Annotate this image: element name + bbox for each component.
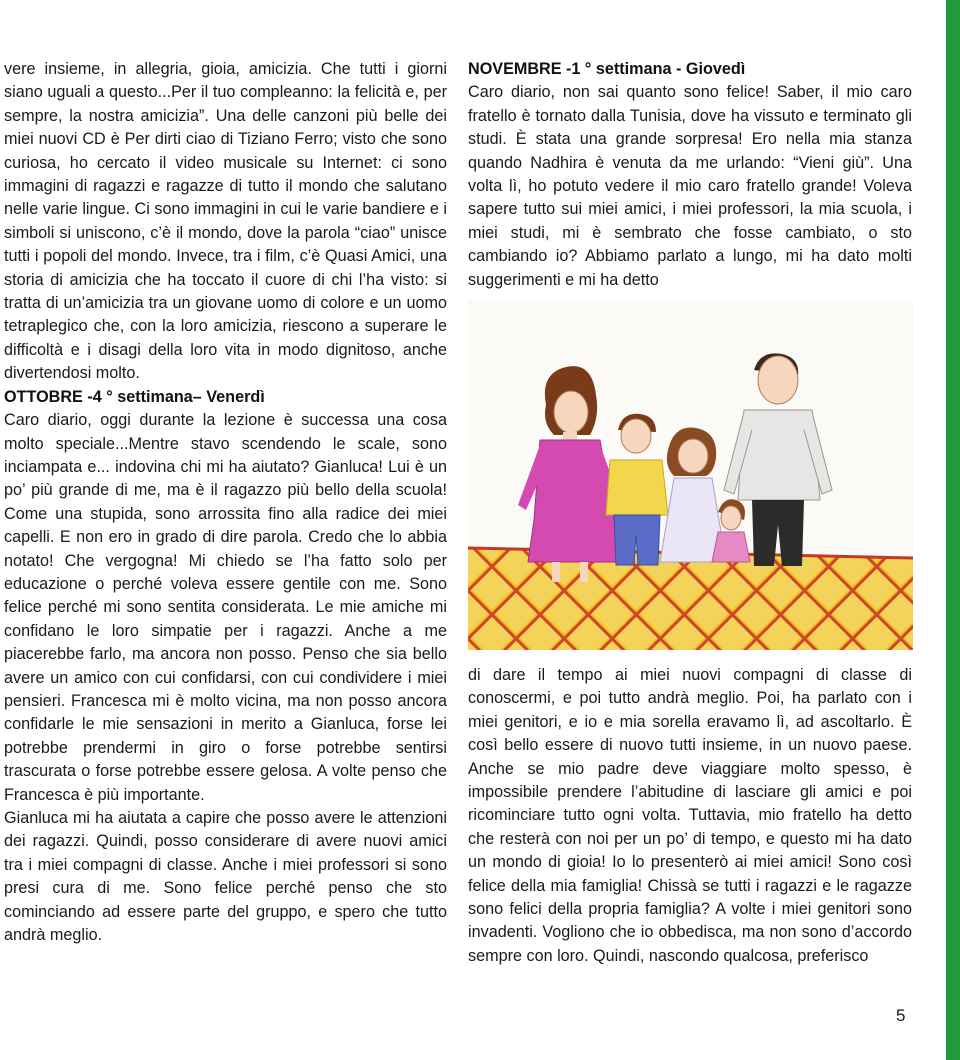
right-paragraph-1: Caro diario, non sai quanto sono felice! Saber, il mio caro fratello è tornato dalla Tunisia, dove ha vissuto e terminato gli studi. È stata una grande sorpresa! Ero nella mia stanza quando Nadhira è venuta da me urlando: “Vieni giù”. Una volta lì, ho potuto vedere il mio caro fratello grande! Voleva sapere tutto sui miei amici, i miei professori, la mia scuola, i miei studi, mi è sembrato che fosse cambiato, o sto cambiando io? Abbiamo parlato a lungo, mi ha dato molti suggerimenti e mi ha detto xyxy=(468,83,912,289)
november-heading: NOVEMBRE -1 ° settimana - Giovedì xyxy=(468,60,746,78)
left-paragraph-1: vere insieme, in allegria, gioia, amicizia. Che tutti i giorni siano uguali a questo...Per il tuo compleanno: la felicità e, per sempre, la nostra amicizia”. Una delle canzoni più belle dei miei nuovi CD è Per dirti ciao di Tiziano Ferro; visto che sono curiosa, ho cercato il video musicale su Internet: ci sono immagini di ragazzi e ragazze di tutto il mondo che salutano nelle varie lingue. Ci sono immagini in cui le varie bandiere e i simboli si uniscono, c’è il mondo, dove la parola “ciao” unisce tutti i popoli del mondo. Invece, tra i film, c’è Quasi Amici, una storia di amicizia che ha toccato il cuore di chi l’ha visto: si tratta di un’amicizia tra un giovane uomo di colore e un uomo tetraplegico che, con la loro amicizia, riescono a superare le difficoltà e i disagi della loro vita in modo dignitoso, anche divertendosi molto. xyxy=(4,60,447,383)
right-column-bottom xyxy=(468,664,912,968)
family-drawing-illustration xyxy=(468,300,913,650)
page-number: 5 xyxy=(896,1006,906,1025)
left-column xyxy=(4,58,447,947)
green-edge-bar xyxy=(946,0,960,1060)
left-paragraph-2: Caro diario, oggi durante la lezione è successa una cosa molto speciale...Mentre stavo scendendo le scale, sono inciampata e... indovina chi mi ha aiutato? Gianluca! Lui è un po’ più grande di me, ma è il ragazzo più bello della scuola! Come una stupida, sono arrossita fino alla radice dei miei capelli. E non ero in grado di dire parola. Credo che lo abbia notato! Che vergogna! Mi chiedo se l’ha fatto solo per educazione o perché voleva essere gentile con me. Sono felice perché mi sono sentita considerata. Le mie amiche mi confidano le loro simpatie per i ragazzi. Anche a me piacerebbe farlo, ma ancora non posso. Penso che sia bello avere un amico con cui confidarsi, con cui condividere i miei pensieri. Francesca mi è molto vicina, ma non posso ancora confidarle le mie sensazioni in merito a Gianluca, forse lei potrebbe prendermi in giro o forse potrebbe sentirsi trascurata o forse potrebbe essere gelosa. A volte penso che Francesca è più importante. xyxy=(4,411,447,804)
october-heading: OTTOBRE -4 ° settimana– Venerdì xyxy=(4,387,265,406)
right-paragraph-2: di dare il tempo ai miei nuovi compagni di classe di conoscermi, e poi tutto andrà meglio. Poi, ha parlato con i miei genitori, e io e mia sorella eravamo lì, ad ascoltarlo. È così bello essere di nuovo tutti insieme, in un nuovo paese. Anche se mio padre deve viaggiare molto spesso, è impossibile prendere l’abitudine di lasciare gli amici e poi ricominciare tutto ogni volta. Tuttavia, mio fratello ha detto che resterà con noi per un po’ di tempo, e questo mi ha dato un mondo di gioia! Io lo presenterò ai miei amici! Sono così felice della mia famiglia! Chissà se tutti i ragazzi e le ragazze sono felici della propria famiglia? A volte i miei genitori sono invadenti. Vogliono che io obbedisca, ma non sono d’accordo sempre con loro. Quindi, nascondo qualcosa, preferisco xyxy=(468,666,912,965)
left-paragraph-3: Gianluca mi ha aiutata a capire che posso avere le attenzioni dei ragazzi. Quindi, posso considerare di avere nuovi amici tra i miei compagni di classe. Anche i miei professori si sono presi cura di me. Sono felice perché penso che sto cominciando ad essere parte del gruppo, e spero che tutto andrà meglio. xyxy=(4,809,447,945)
tiled-floor xyxy=(468,548,913,650)
right-column-top xyxy=(468,58,912,292)
family-drawing-svg xyxy=(468,300,913,650)
